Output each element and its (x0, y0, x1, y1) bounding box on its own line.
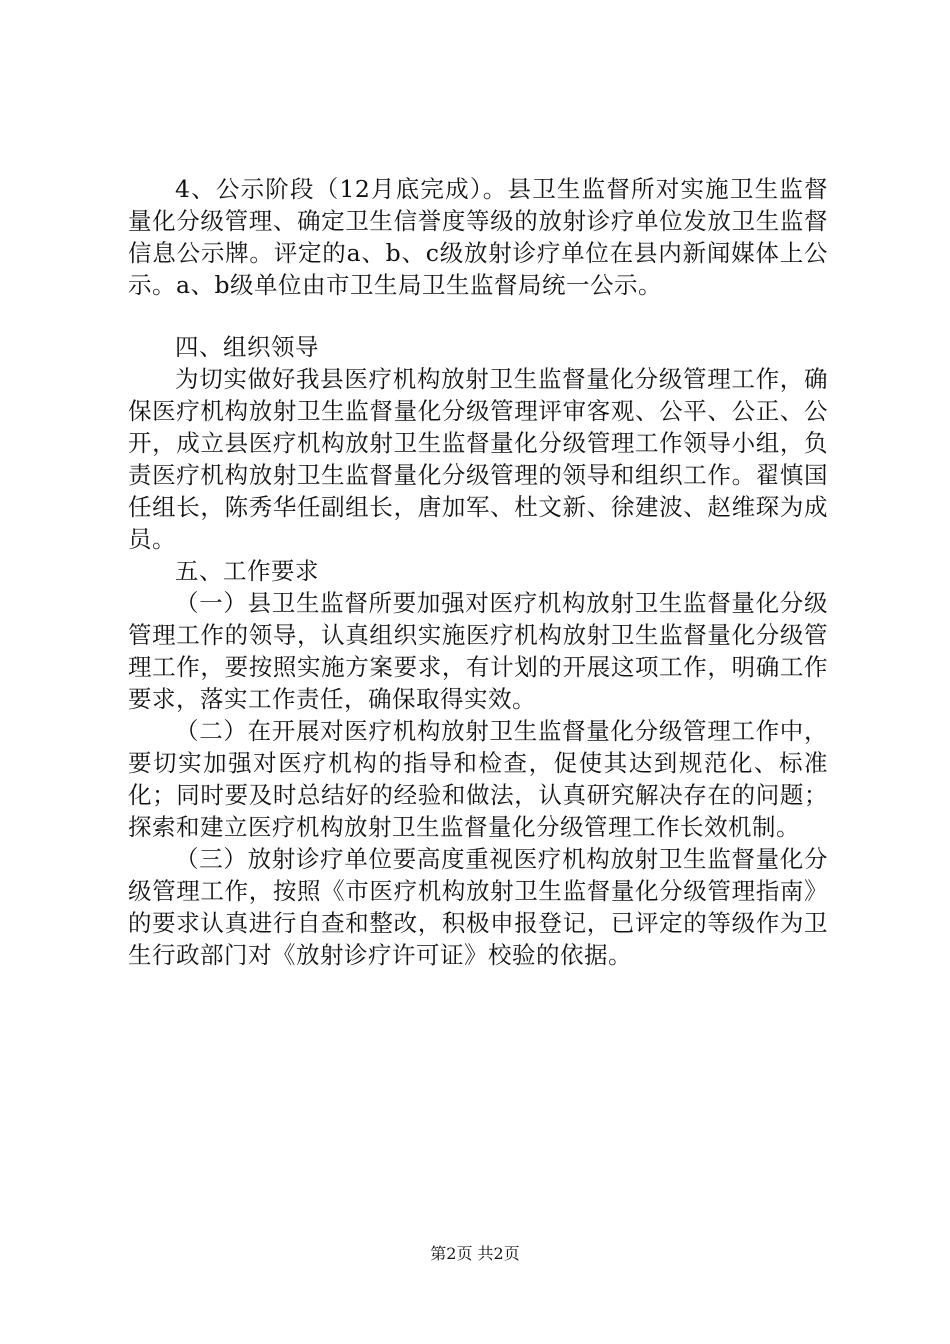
paragraph-requirement-1: （一）县卫生监督所要加强对医疗机构放射卫生监督量化分级管理工作的领导，认真组织实施医疗机构放射卫生监督量化分级管理工作，要按照实施方案要求，有计划的开展这项工作，明确工作要求，落实工作责任，确保取得实效。 (128, 589, 828, 713)
paragraph-leadership-group: 为切实做好我县医疗机构放射卫生监督量化分级管理工作，确保医疗机构放射卫生监督量化分级管理评审客观、公平、公正、公开，成立县医疗机构放射卫生监督量化分级管理工作领导小组，负责医疗机构放射卫生监督量化分级管理的领导和组织工作。翟慎国任组长，陈秀华任副组长，唐加军、杜文新、徐建波、赵维琛为成员。 (128, 365, 828, 553)
section-heading-requirements: 五、工作要求 (175, 557, 319, 585)
paragraph-requirement-3: （三）放射诊疗单位要高度重视医疗机构放射卫生监督量化分级管理工作，按照《市医疗机构放射卫生监督量化分级管理指南》的要求认真进行自查和整改，积极申报登记，已评定的等级作为卫生行政部门对《放射诊疗许可证》校验的依据。 (128, 845, 828, 969)
document-body (128, 173, 828, 971)
section-heading-organization: 四、组织领导 (175, 333, 319, 361)
paragraph-publicity-stage: 4、公示阶段（12月底完成）。县卫生监督所对实施卫生监督量化分级管理、确定卫生信誉度等级的放射诊疗单位发放卫生监督信息公示牌。评定的a、b、c级放射诊疗单位在县内新闻媒体上公示。a、b级单位由市卫生局卫生监督局统一公示。 (128, 175, 828, 299)
paragraph-spacer (128, 301, 828, 331)
page-number-footer: 第2页 共2页 (430, 1244, 520, 1263)
paragraph-requirement-2: （二）在开展对医疗机构放射卫生监督量化分级管理工作中，要切实加强对医疗机构的指导和检查，促使其达到规范化、标准化；同时要及时总结好的经验和做法，认真研究解决存在的问题；探索和建立医疗机构放射卫生监督量化分级管理工作长效机制。 (128, 717, 828, 841)
